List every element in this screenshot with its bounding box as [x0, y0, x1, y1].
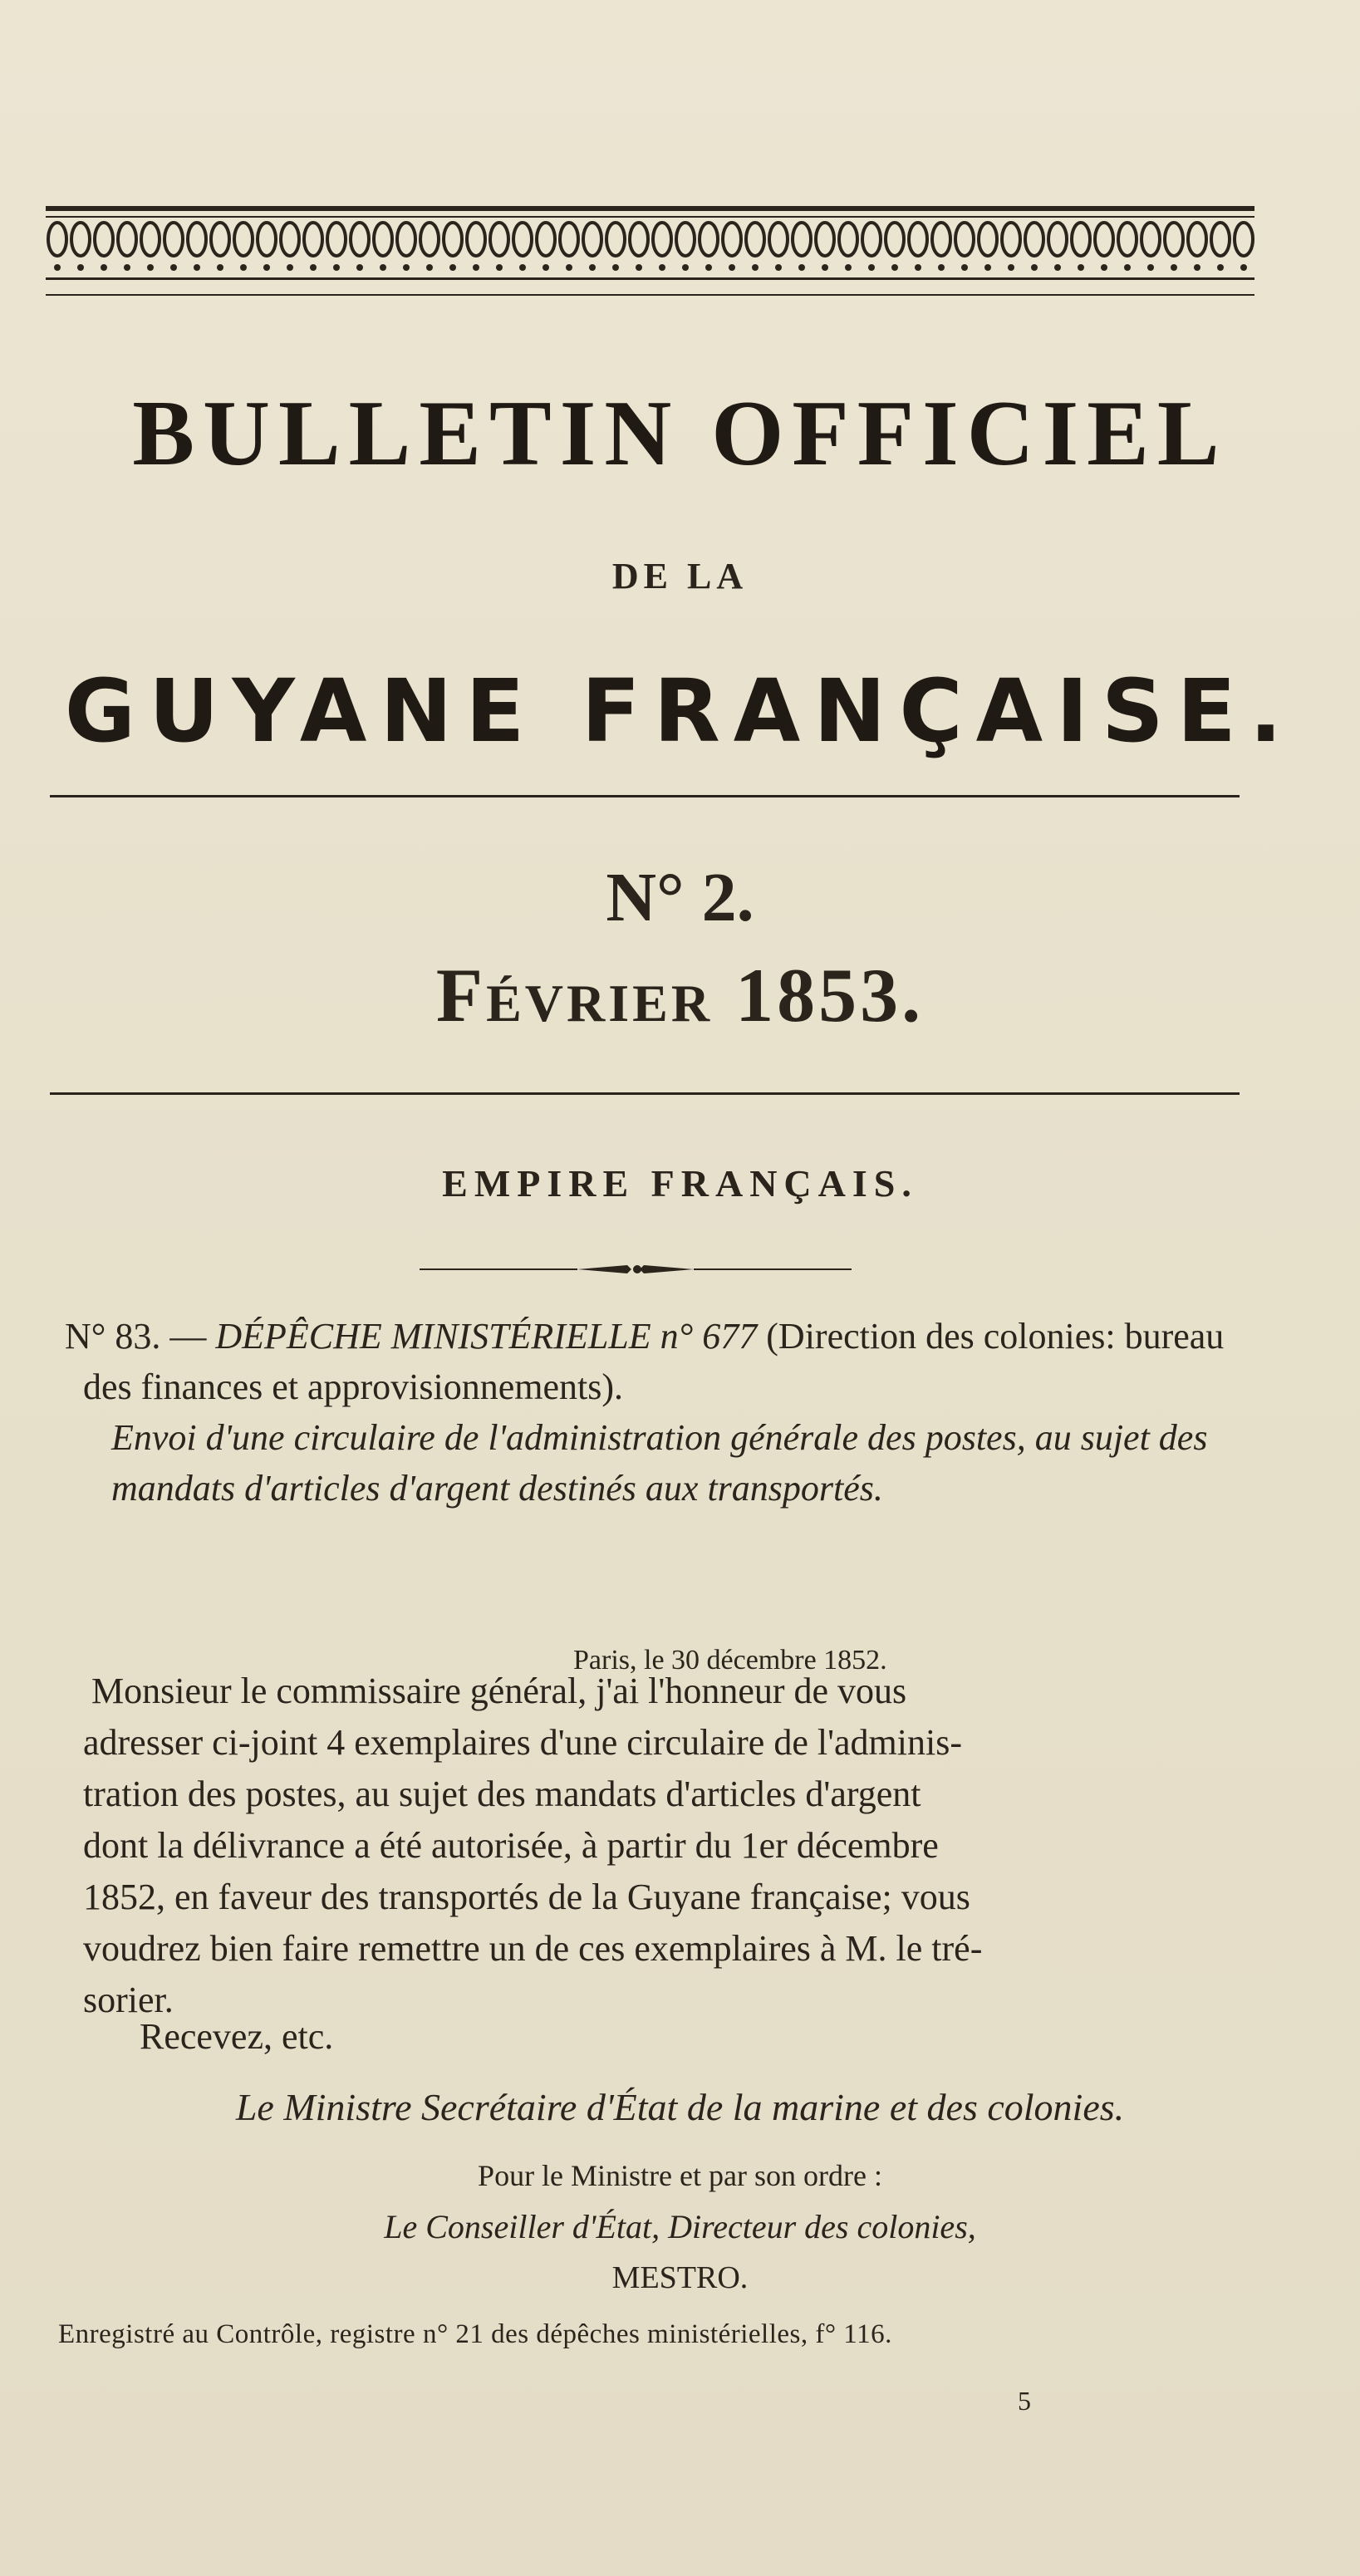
- issue-date: [0, 951, 1360, 1039]
- signature-title: Le Ministre Secrétaire d'État de la marine et des colonies.: [235, 2086, 1125, 2128]
- issue-year: 1853.: [735, 953, 925, 1038]
- article-dash: —: [169, 1316, 207, 1357]
- divider-rule: [50, 795, 1240, 797]
- article-title: DÉPÊCHE MINISTÉRIELLE n° 677: [215, 1316, 758, 1357]
- article-direction: (Direction des colonies: bureau des finances et approvisionnements).: [83, 1316, 1225, 1407]
- body-line: sorier.: [83, 1980, 174, 2020]
- issue-number: N° 2.: [606, 859, 754, 936]
- body-line: voudrez bien faire remettre un de ces exemplaires à M. le tré-: [83, 1928, 983, 1969]
- body-line: Monsieur le commissaire général, j'ai l'honneur de vous: [91, 1671, 907, 1711]
- divider-rule: [50, 1092, 1240, 1095]
- ornament-border: [46, 206, 1254, 299]
- signature-for: Pour le Ministre et par son ordre :: [478, 2159, 882, 2192]
- body-line: 1852, en faveur des transportés de la Guyane française; vous: [83, 1877, 970, 1917]
- article-heading-line: [65, 1311, 1263, 1412]
- article-header: [65, 1311, 1263, 1514]
- bulletin-title: BULLETIN OFFICIEL: [132, 382, 1228, 485]
- issue-month: Février: [435, 953, 714, 1038]
- signature-role: Le Conseiller d'État, Directeur des colonies,: [384, 2208, 976, 2245]
- flourish-divider: [420, 1263, 852, 1276]
- article-number: N° 83.: [65, 1316, 161, 1357]
- place-date: Paris, le 30 décembre 1852.: [573, 1645, 887, 1676]
- body-line: dont la délivrance a été autorisée, à partir du 1er décembre: [83, 1825, 939, 1866]
- body-line: tration des postes, au sujet des mandats d'articles d'argent: [83, 1774, 921, 1814]
- signature-name: MESTRO.: [611, 2260, 749, 2295]
- subtitle-de-la: DE LA: [611, 556, 749, 596]
- section-heading: EMPIRE FRANÇAIS.: [442, 1162, 918, 1205]
- body-line: adresser ci-joint 4 exemplaires d'une circulaire de l'adminis-: [83, 1722, 962, 1763]
- closing-line: Recevez, etc.: [140, 2016, 334, 2057]
- page-number: 5: [1018, 2386, 1031, 2416]
- article-summary: Envoi d'une circulaire de l'administration générale des postes, au sujet des mandats d'articles d'argent destinés aux transportés.: [111, 1417, 1208, 1509]
- registration-note: Enregistré au Contrôle, registre n° 21 des dépêches ministérielles, f° 116.: [58, 2319, 892, 2349]
- region-title: GUYANE FRANÇAISE.: [64, 660, 1296, 762]
- article-body: [83, 1666, 1263, 2026]
